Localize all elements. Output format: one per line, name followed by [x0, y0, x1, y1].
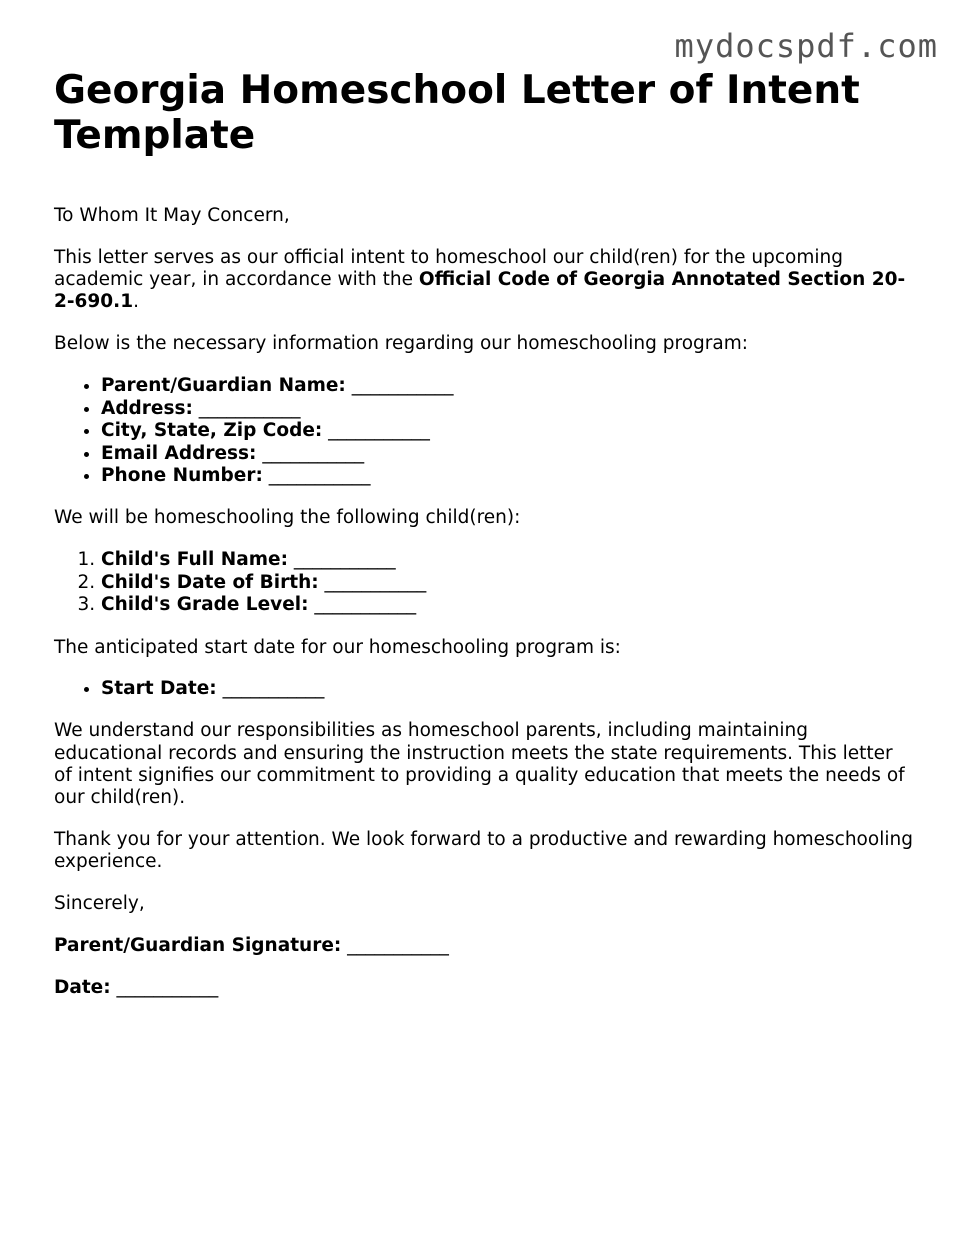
date-blank: ___________: [116, 976, 219, 998]
field-label: Child's Full Name:: [101, 549, 288, 571]
field-blank: ___________: [198, 397, 301, 419]
intro-paragraph: [54, 247, 914, 314]
field-label: Email Address:: [101, 442, 257, 464]
list-item: [101, 572, 914, 595]
list-item: [101, 443, 914, 466]
field-blank: ___________: [268, 465, 371, 487]
page-title: Georgia Homeschool Letter of Intent Template: [54, 68, 860, 158]
date-line: [54, 977, 914, 999]
field-label: City, State, Zip Code:: [101, 420, 323, 442]
list-item: [101, 678, 914, 701]
field-label: Phone Number:: [101, 465, 263, 487]
list-item: [101, 420, 914, 443]
list-item: [101, 465, 914, 488]
field-label: Address:: [101, 397, 193, 419]
watermark: mydocspdf.com: [674, 27, 938, 65]
field-label: Start Date:: [101, 678, 217, 700]
start-heading: The anticipated start date for our homeschooling program is:: [54, 636, 621, 658]
responsibilities-paragraph: We understand our responsibilities as homeschool parents, including maintaining educational records and ensuring the instruction meets the state requirements. This letter of intent signifies our commitment to providing a quality education that meets the needs of our child(ren).: [54, 720, 905, 809]
legal-citation: Official Code of Georgia Annotated Section 20-2-690.1: [54, 269, 906, 313]
thanks-paragraph: Thank you for your attention. We look forward to a productive and rewarding homeschooling experience.: [54, 829, 913, 873]
info-heading: Below is the necessary information regarding our homeschooling program:: [54, 333, 748, 355]
parent-info-list: [54, 375, 914, 488]
field-blank: ___________: [293, 549, 396, 571]
list-item: [101, 549, 914, 572]
field-label: Child's Date of Birth:: [101, 571, 319, 593]
list-item: [101, 398, 914, 421]
salutation: To Whom It May Concern,: [54, 205, 290, 226]
list-item: [101, 375, 914, 398]
field-blank: ___________: [222, 678, 325, 700]
intro-text: This letter serves as our official intent to homeschool our child(ren) for the upcoming academic year, in accordance with the: [54, 246, 843, 291]
closing: Sincerely,: [54, 893, 145, 915]
start-date-list: [54, 678, 914, 701]
letter-document: [54, 68, 914, 999]
field-blank: ___________: [351, 374, 454, 396]
signature-blank: ___________: [347, 935, 449, 956]
child-info-list: [54, 549, 914, 617]
field-blank: ___________: [328, 420, 430, 442]
list-item: [101, 594, 914, 617]
field-label: Child's Grade Level:: [101, 594, 309, 616]
field-blank: ___________: [262, 442, 365, 464]
signature-line: [54, 935, 914, 957]
field-blank: ___________: [314, 594, 417, 616]
intro-end: .: [133, 291, 139, 313]
field-label: Parent/Guardian Name:: [101, 374, 346, 396]
signature-label: Parent/Guardian Signature:: [54, 935, 342, 956]
children-heading: We will be homeschooling the following child(ren):: [54, 507, 521, 529]
field-blank: ___________: [324, 571, 427, 593]
date-label: Date:: [54, 976, 111, 998]
